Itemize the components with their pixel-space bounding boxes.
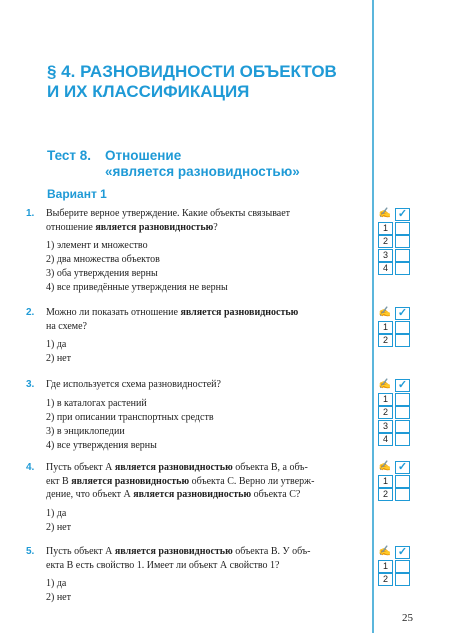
question-text-line [46,559,370,573]
answer-checkbox[interactable] [395,321,410,334]
answer-checkbox[interactable] [395,393,410,406]
answer-checkbox[interactable] [395,406,410,419]
question-text-line [46,320,370,334]
answer-options [46,338,370,366]
text-fragment: объекта В, а объ- [232,462,308,473]
answer-checkbox[interactable] [395,262,410,275]
bold-term: является разновидностью [71,475,190,487]
bold-term: является разновидностью [114,462,233,473]
answer-options [46,507,370,535]
text-fragment: Пусть объект А [46,546,115,557]
answer-number-box: 1 [378,393,393,406]
question-text-line [46,545,370,559]
answer-options [46,397,370,453]
pen-icon: ✍ [378,461,392,472]
text-fragment: дение, что объект А [46,489,134,500]
question-text [46,306,370,333]
text-fragment: Пусть объект А [46,462,115,473]
question-1 [26,207,370,295]
section-title [47,62,362,102]
answer-number-box: 3 [378,420,393,433]
checkmark-icon: ✓ [395,208,410,221]
text-fragment: Можно ли показать отношение [46,307,181,318]
question-text-line [46,207,370,221]
question-number: 2. [26,307,35,318]
answer-checkbox[interactable] [395,488,410,501]
answer-checkbox[interactable] [395,235,410,248]
question-text [46,207,370,234]
answer-number-box: 2 [378,573,393,586]
answer-number-box: 2 [378,488,393,501]
bold-term: является разновидностью [180,307,299,318]
answer-number-box: 4 [378,262,393,275]
variant-heading: Вариант 1 [47,187,107,201]
text-fragment: объекта С? [251,489,301,500]
section-title-line-2: И ИХ КЛАССИФИКАЦИЯ [47,82,250,101]
answer-number-box: 3 [378,249,393,262]
answer-number-box: 1 [378,321,393,334]
answer-checkbox[interactable] [395,573,410,586]
text-fragment: на схеме? [46,320,87,332]
answer-options [46,577,370,605]
answer-checkbox[interactable] [395,560,410,573]
question-text [46,461,370,502]
section-title-line-1: § 4. РАЗНОВИДНОСТИ ОБЪЕКТОВ [47,62,337,81]
question-text-line [46,378,370,392]
question-text-line [46,461,370,475]
answer-number-box: 2 [378,235,393,248]
pen-icon: ✍ [378,307,392,318]
answer-option: 3) оба утверждения верны [46,268,158,279]
question-text-line [46,475,370,489]
answer-checkbox[interactable] [395,222,410,235]
answer-checkbox[interactable] [395,433,410,446]
answer-option: 4) все приведённые утверждения не верны [46,282,228,293]
text-fragment: объекта В. У объ- [232,546,311,557]
answer-checkbox[interactable] [395,334,410,347]
answer-number-box: 1 [378,475,393,488]
question-text-line [46,306,370,320]
answer-checkbox[interactable] [395,475,410,488]
text-fragment: Где используется схема разновидностей? [46,379,221,390]
test-name-line-2: «является разновидностью» [105,164,300,179]
test-number: Тест 8. [47,148,92,163]
answer-number-box: 1 [378,222,393,235]
page-number: 25 [402,612,413,624]
answer-number-box: 2 [378,406,393,419]
answer-option: 2) нет [46,521,71,533]
answer-option: 2) нет [46,592,71,603]
answer-number-box: 2 [378,334,393,347]
question-text-line [46,488,370,502]
question-number: 1. [26,208,35,219]
answer-option: 1) да [46,507,67,519]
answer-option: 1) элемент и множество [46,240,148,251]
text-fragment: ект В [46,475,72,487]
question-2 [26,306,370,366]
checkmark-icon: ✓ [395,546,410,559]
answer-option: 1) да [46,578,67,589]
text-fragment: объекта С. Верно ли утверж- [189,475,315,487]
answer-number-box: 1 [378,560,393,573]
answer-checkbox[interactable] [395,249,410,262]
question-text-line [46,221,370,235]
question-text [46,378,370,392]
question-number: 3. [26,379,35,390]
text-fragment: Выберите верное утверждение. Какие объекты связывает [46,208,291,219]
question-3 [26,378,370,453]
pen-icon: ✍ [378,208,392,219]
test-name-line-1: Отношение [105,148,182,163]
checkmark-icon: ✓ [395,307,410,320]
pen-icon: ✍ [378,546,392,557]
question-text [46,545,370,572]
answer-options [46,239,370,295]
answer-option: 2) два множества объектов [46,254,160,265]
bold-term: является разновидностью [133,489,252,500]
answer-number-box: 4 [378,433,393,446]
answer-option: 2) нет [46,353,71,364]
checkmark-icon: ✓ [395,461,410,474]
answer-option: 4) все утверждения верны [46,439,157,451]
answer-option: 2) при описании транспортных средств [46,411,214,423]
bold-term: является разновидностью [95,221,214,233]
checkmark-icon: ✓ [395,379,410,392]
question-number: 5. [26,546,35,557]
text-fragment: ? [213,221,218,233]
answer-option: 1) в каталогах растений [46,397,147,409]
text-fragment: отношение [46,221,96,233]
question-4 [26,461,370,535]
answer-option: 3) в энциклопедии [46,425,125,437]
bold-term: является разновидностью [114,546,233,557]
question-number: 4. [26,462,35,473]
pen-icon: ✍ [378,379,392,390]
question-5 [26,545,370,605]
text-fragment: екта В есть свойство 1. Имеет ли объект А свойство 1? [46,559,280,571]
answer-option: 1) да [46,339,67,350]
answer-checkbox[interactable] [395,420,410,433]
margin-rule [372,0,374,633]
